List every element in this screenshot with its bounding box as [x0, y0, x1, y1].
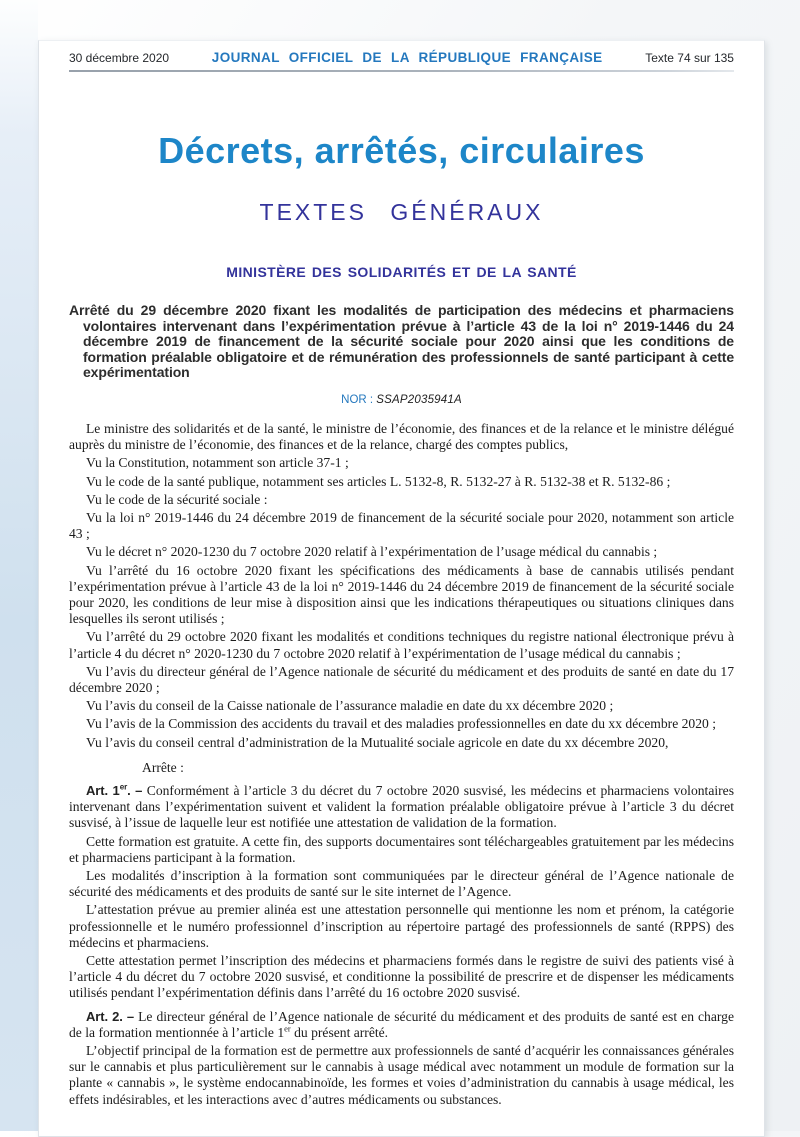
paragraph: L’objectif principal de la formation est de permettre aux professionnels de santé d’acquérir les connaissances générales sur le cannabis et plus particulièrement sur le cannabis à usage médical avec notamment un module de formation sur la plante « cannabis », le système endocannabinoïde, les formes et voies d’administration du cannabis à usage médical, les effets indésirables, et les interactions avec d’autres médicaments ou substances. — [69, 1043, 734, 1107]
nor-value: SSAP2035941A — [376, 393, 462, 406]
article-lead: Art. 1er. – — [86, 782, 143, 799]
page-edge-band — [0, 0, 38, 1131]
paragraph: Vu l’avis de la Commission des accidents du travail et des maladies professionnelles en date du xx décembre 2020 ; — [86, 716, 716, 732]
paragraph: Le ministre des solidarités et de la santé, le ministre de l’économie, des finances et de la relance et le ministre délégué auprès du ministre de l’économie, des finances et de la relance, chargé des comptes publics, — [69, 420, 734, 453]
paragraph: Vu l’arrêté du 16 octobre 2020 fixant les spécifications des médicaments à base de cannabis utilisés pendant l’expérimentation prévue à l’article 43 de la loi n° 2019-1446 du 24 décembre 2019 de financement de la sécurité sociale pour 2020, les conditions de leur mise à disposition ainsi que les indications thérapeutiques ou situations cliniques dans lesquelles ils seront utilisés ; — [69, 562, 734, 627]
body-paragraphs — [69, 421, 734, 1108]
paragraph: Vu la Constitution, notamment son article 37-1 ; — [86, 455, 349, 471]
ministry-title: MINISTÈRE DES SOLIDARITÉS ET DE LA SANTÉ — [226, 264, 577, 280]
arrete-line: Arrête : — [142, 759, 184, 775]
paragraph: Vu le code de la santé publique, notamment ses articles L. 5132-8, R. 5132-27 à R. 5132-38 et R. 5132-86 ; — [86, 473, 671, 489]
paragraph: Vu le code de la sécurité sociale : — [86, 491, 268, 507]
paragraph: Vu l’avis du directeur général de l’Agence nationale de sécurité du médicament et des produits de santé en date du 17 décembre 2020 ; — [69, 663, 734, 696]
header-date: 30 décembre 2020 — [69, 51, 170, 65]
nor-line — [69, 394, 734, 406]
article-paragraph: Art. 1er. – Conformément à l’article 3 du décret du 7 octobre 2020 susvisé, les médecins et pharmaciens volontaires intervenant dans l’expérimentation suivent et valident la formation préalable obligatoire prévue à l’article 3 du décret susvisé, à l’issue de laquelle leur est notifiée une attestation de validation de la formation. — [69, 782, 734, 831]
header-rule — [69, 70, 734, 72]
paragraph: Vu l’arrêté du 29 octobre 2020 fixant les modalités et conditions techniques du registre national électronique prévu à l’article 4 du décret n° 2020-1230 du 7 octobre 2020 relatif à l’expérimentation de l’usage médical du cannabis ; — [69, 629, 734, 661]
subsection-title: TEXTES GÉNÉRAUX — [259, 199, 544, 225]
paragraph: Vu l’avis du conseil central d’administration de la Mutualité sociale agricole en date du xx décembre 2020, — [86, 734, 669, 750]
paragraph: Les modalités d’inscription à la formation sont communiquées par le directeur général de l’Agence nationale de sécurité des médicaments et des produits de santé sur le site internet de l’Agence. — [69, 868, 734, 900]
article-paragraph: Art. 2. – Le directeur général de l’Agence nationale de sécurité du médicament et des produits de santé est en charge de la formation mentionnée à l’article 1er du présent arrêté. — [69, 1008, 734, 1040]
section-title: Décrets, arrêtés, circulaires — [158, 130, 645, 171]
journal-header — [69, 50, 734, 65]
texte-reference: Texte 74 sur 135 — [645, 51, 734, 65]
paragraph: L’attestation prévue au premier alinéa est une attestation personnelle qui mentionne les nom et prénom, la catégorie professionnelle et le numéro professionnel d’inscription au répertoire partagé des professionnels de santé (RPPS) des médecins et pharmaciens. — [69, 902, 734, 950]
nor-label: NOR : — [341, 393, 377, 406]
arrete-title: Arrêté du 29 décembre 2020 fixant les modalités de participation des médecins et pharmaciens volontaires intervenant dans l’expérimentation prévue à l’article 43 de la loi n° 2019-1446 du 24 décembre 2019 de financement de la sécurité sociale pour 2020 ainsi que les conditions de formation préalable obligatoire et de rémunération des professionnels de santé participant à cette expérimentation — [69, 302, 734, 381]
paragraph: Vu la loi n° 2019-1446 du 24 décembre 2019 de financement de la sécurité sociale pour 2020, notamment son article 43 ; — [69, 509, 734, 542]
journal-title: JOURNAL OFFICIEL DE LA RÉPUBLIQUE FRANÇAISE — [211, 50, 603, 65]
paragraph: Vu le décret n° 2020-1230 du 7 octobre 2020 relatif à l’expérimentation de l’usage médical du cannabis ; — [86, 544, 658, 560]
paragraph: Vu l’avis du conseil de la Caisse nationale de l’assurance maladie en date du xx décembre 2020 ; — [86, 698, 614, 714]
journal-page — [38, 40, 765, 1137]
paragraph: Cette attestation permet l’inscription des médecins et pharmaciens formés dans le registre de suivi des patients visé à l’article 4 du décret du 7 octobre 2020 susvisé, et conditionne la possibilité de prescrire et de dispenser les médicaments utilisés pendant l’expérimentation définis dans l’arrêté du 16 octobre 2020 susvisé. — [69, 953, 734, 1001]
paragraph: Cette formation est gratuite. A cette fin, des supports documentaires sont téléchargeables gratuitement par les médecins et pharmaciens participant à la formation. — [69, 833, 734, 865]
article-lead: Art. 2. – — [86, 1008, 135, 1024]
